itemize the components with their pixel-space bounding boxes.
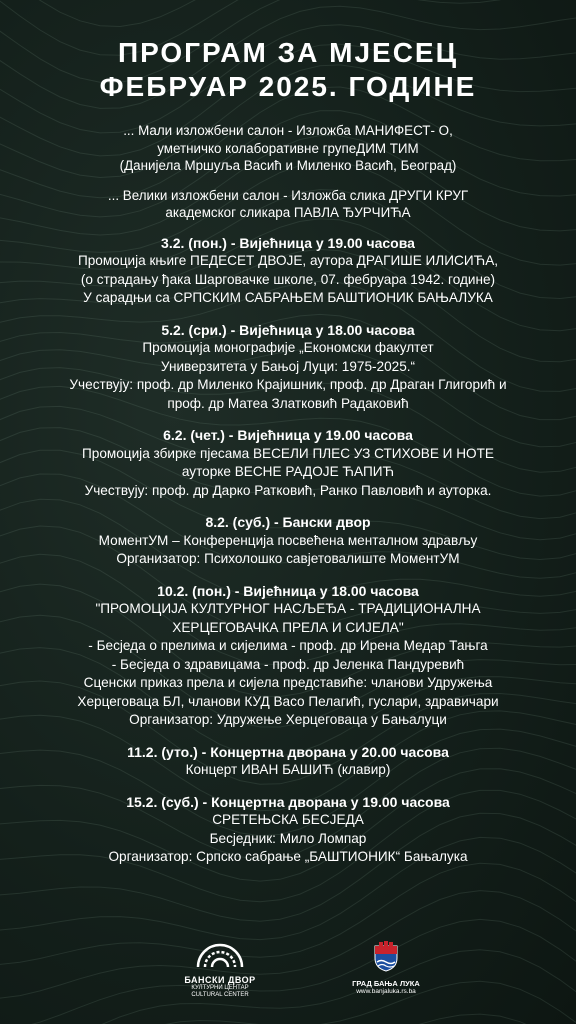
event-line: - Бесједа о прелима и сијелима - проф. др Ирена Медар Тањга [88, 638, 488, 653]
event-line: Учествују: проф. др Дарко Ратковић, Ранко Павловић и ауторка. [84, 482, 492, 498]
exhibition-line: уметничко колаборативне групеДИМ ТИМ [157, 140, 419, 156]
exhibition-item [0, 122, 576, 175]
event-line: Бесједник: Мило Ломпар [209, 830, 367, 846]
page-title [0, 0, 576, 104]
logo-sub-1: КУЛТУРНИ ЦЕНТАР [191, 985, 249, 991]
event-line: Промоција збирке пјесама ВЕСЕЛИ ПЛЕС УЗ СТИХОВЕ И НОТЕ [82, 445, 494, 461]
event-line: МоментУМ – Конференција посвећена менталном здрављу [98, 532, 478, 548]
title-line-1: ПРОГРАМ ЗА МЈЕСЕЦ [117, 37, 459, 68]
event-item [0, 234, 576, 308]
event-line: Учествују: проф. др Миленко Крајишник, проф. др Драган Глигорић и [69, 377, 507, 392]
event-line: Промоција књиге ПЕДЕСЕТ ДВОЈЕ, аутора ДРАГИШЕ ИЛИСИЋА, [77, 253, 499, 268]
logo-url: www.banjaluka.rs.ba [356, 988, 416, 995]
event-line: ХЕРЦЕГОВАЧКА ПРЕЛА И СИЈЕЛА" [172, 619, 404, 635]
event-line: ауторке ВЕСНЕ РАДОЈЕ ЋАПИЋ [181, 464, 395, 479]
grad-banja-luka-logo [336, 940, 436, 996]
event-line: Херцеговаца БЛ, чланови КУД Васо Пелагић, гуслари, здравичари [77, 693, 499, 709]
exhibition-line: (Данијела Мршуља Васић и Миленко Васић, Београд) [119, 158, 457, 173]
exhibition-line: академског сликара ПАВЛА ЂУРЧИЋА [165, 205, 411, 220]
logo-name: ГРАД БАЊА ЛУКА [352, 979, 420, 988]
event-line: "ПРОМОЦИЈА КУЛТУРНОГ НАСЉЕЂА - ТРАДИЦИОНАЛНА [95, 601, 481, 616]
event-item [0, 743, 576, 780]
banski-dvor-logo [180, 940, 260, 999]
banski-dvor-arch-icon [195, 940, 245, 968]
event-heading: 5.2. (сри.) - Вијећница у 18.00 часова [161, 321, 415, 338]
event-line: Универзитета у Бањој Луци: 1975-2025.“ [160, 358, 416, 374]
exhibitions-section [0, 122, 576, 222]
event-line: проф. др Матеа Златковић Радаковић [167, 395, 409, 411]
event-heading: 11.2. (уто.) - Концертна дворана у 20.00 часова [127, 743, 449, 760]
event-line: Организатор: Удружење Херцеговаца у Бањалуци [129, 712, 447, 727]
logo-name: БАНСКИ ДВОР [184, 975, 256, 985]
exhibition-item [0, 187, 576, 222]
events-list [0, 234, 576, 867]
event-line: (о страдању ђака Шарговачке школе, 07. фебруара 1942. године) [80, 271, 496, 287]
exhibition-line: ... Мали изложбени салон - Изложба МАНИФЕСТ- О, [123, 123, 453, 138]
event-heading: 15.2. (суб.) - Концертна дворана у 19.00 часова [126, 793, 450, 810]
event-item [0, 582, 576, 730]
logos-footer [0, 934, 576, 1024]
event-line: Промоција монографије „Економски факултет [142, 340, 434, 355]
event-line: Организатор: Психолошко савјетовалиште МоментУМ [116, 551, 460, 566]
event-item [0, 426, 576, 500]
event-line: У сарадњи са СРПСКИМ САБРАЊЕМ БАШТИОНИК БАЊАЛУКА [83, 290, 493, 305]
exhibition-line: ... Велики изложбени салон - Изложба слика ДРУГИ КРУГ [107, 187, 469, 203]
city-coat-of-arms-icon [373, 940, 399, 972]
event-line: - Бесједа о здравицама - проф. др Јеленка Пандуревић [111, 656, 465, 672]
event-item [0, 793, 576, 867]
event-heading: 3.2. (пон.) - Вијећница у 19.00 часова [161, 234, 415, 251]
event-heading: 8.2. (суб.) - Бански двор [205, 514, 371, 530]
title-line-2: ФЕБРУАР 2025. ГОДИНЕ [99, 71, 477, 102]
event-line: СРЕТЕЊСКА БЕСЈЕДА [212, 812, 364, 827]
event-line: Сценски приказ прела и сијела представиће: чланови Удружења [83, 675, 493, 690]
event-heading: 6.2. (чет.) - Вијећница у 19.00 часова [163, 427, 413, 443]
event-item [0, 321, 576, 414]
event-line: Организатор: Српско сабрање „БАШТИОНИК“ Бањалука [108, 849, 468, 864]
event-item [0, 513, 576, 569]
logo-sub-2: CULTURAL CENTER [191, 992, 249, 998]
event-line: Концерт ИВАН БАШИЋ (клавир) [185, 762, 391, 777]
event-heading: 10.2. (пон.) - Вијећница у 18.00 часова [157, 582, 419, 599]
